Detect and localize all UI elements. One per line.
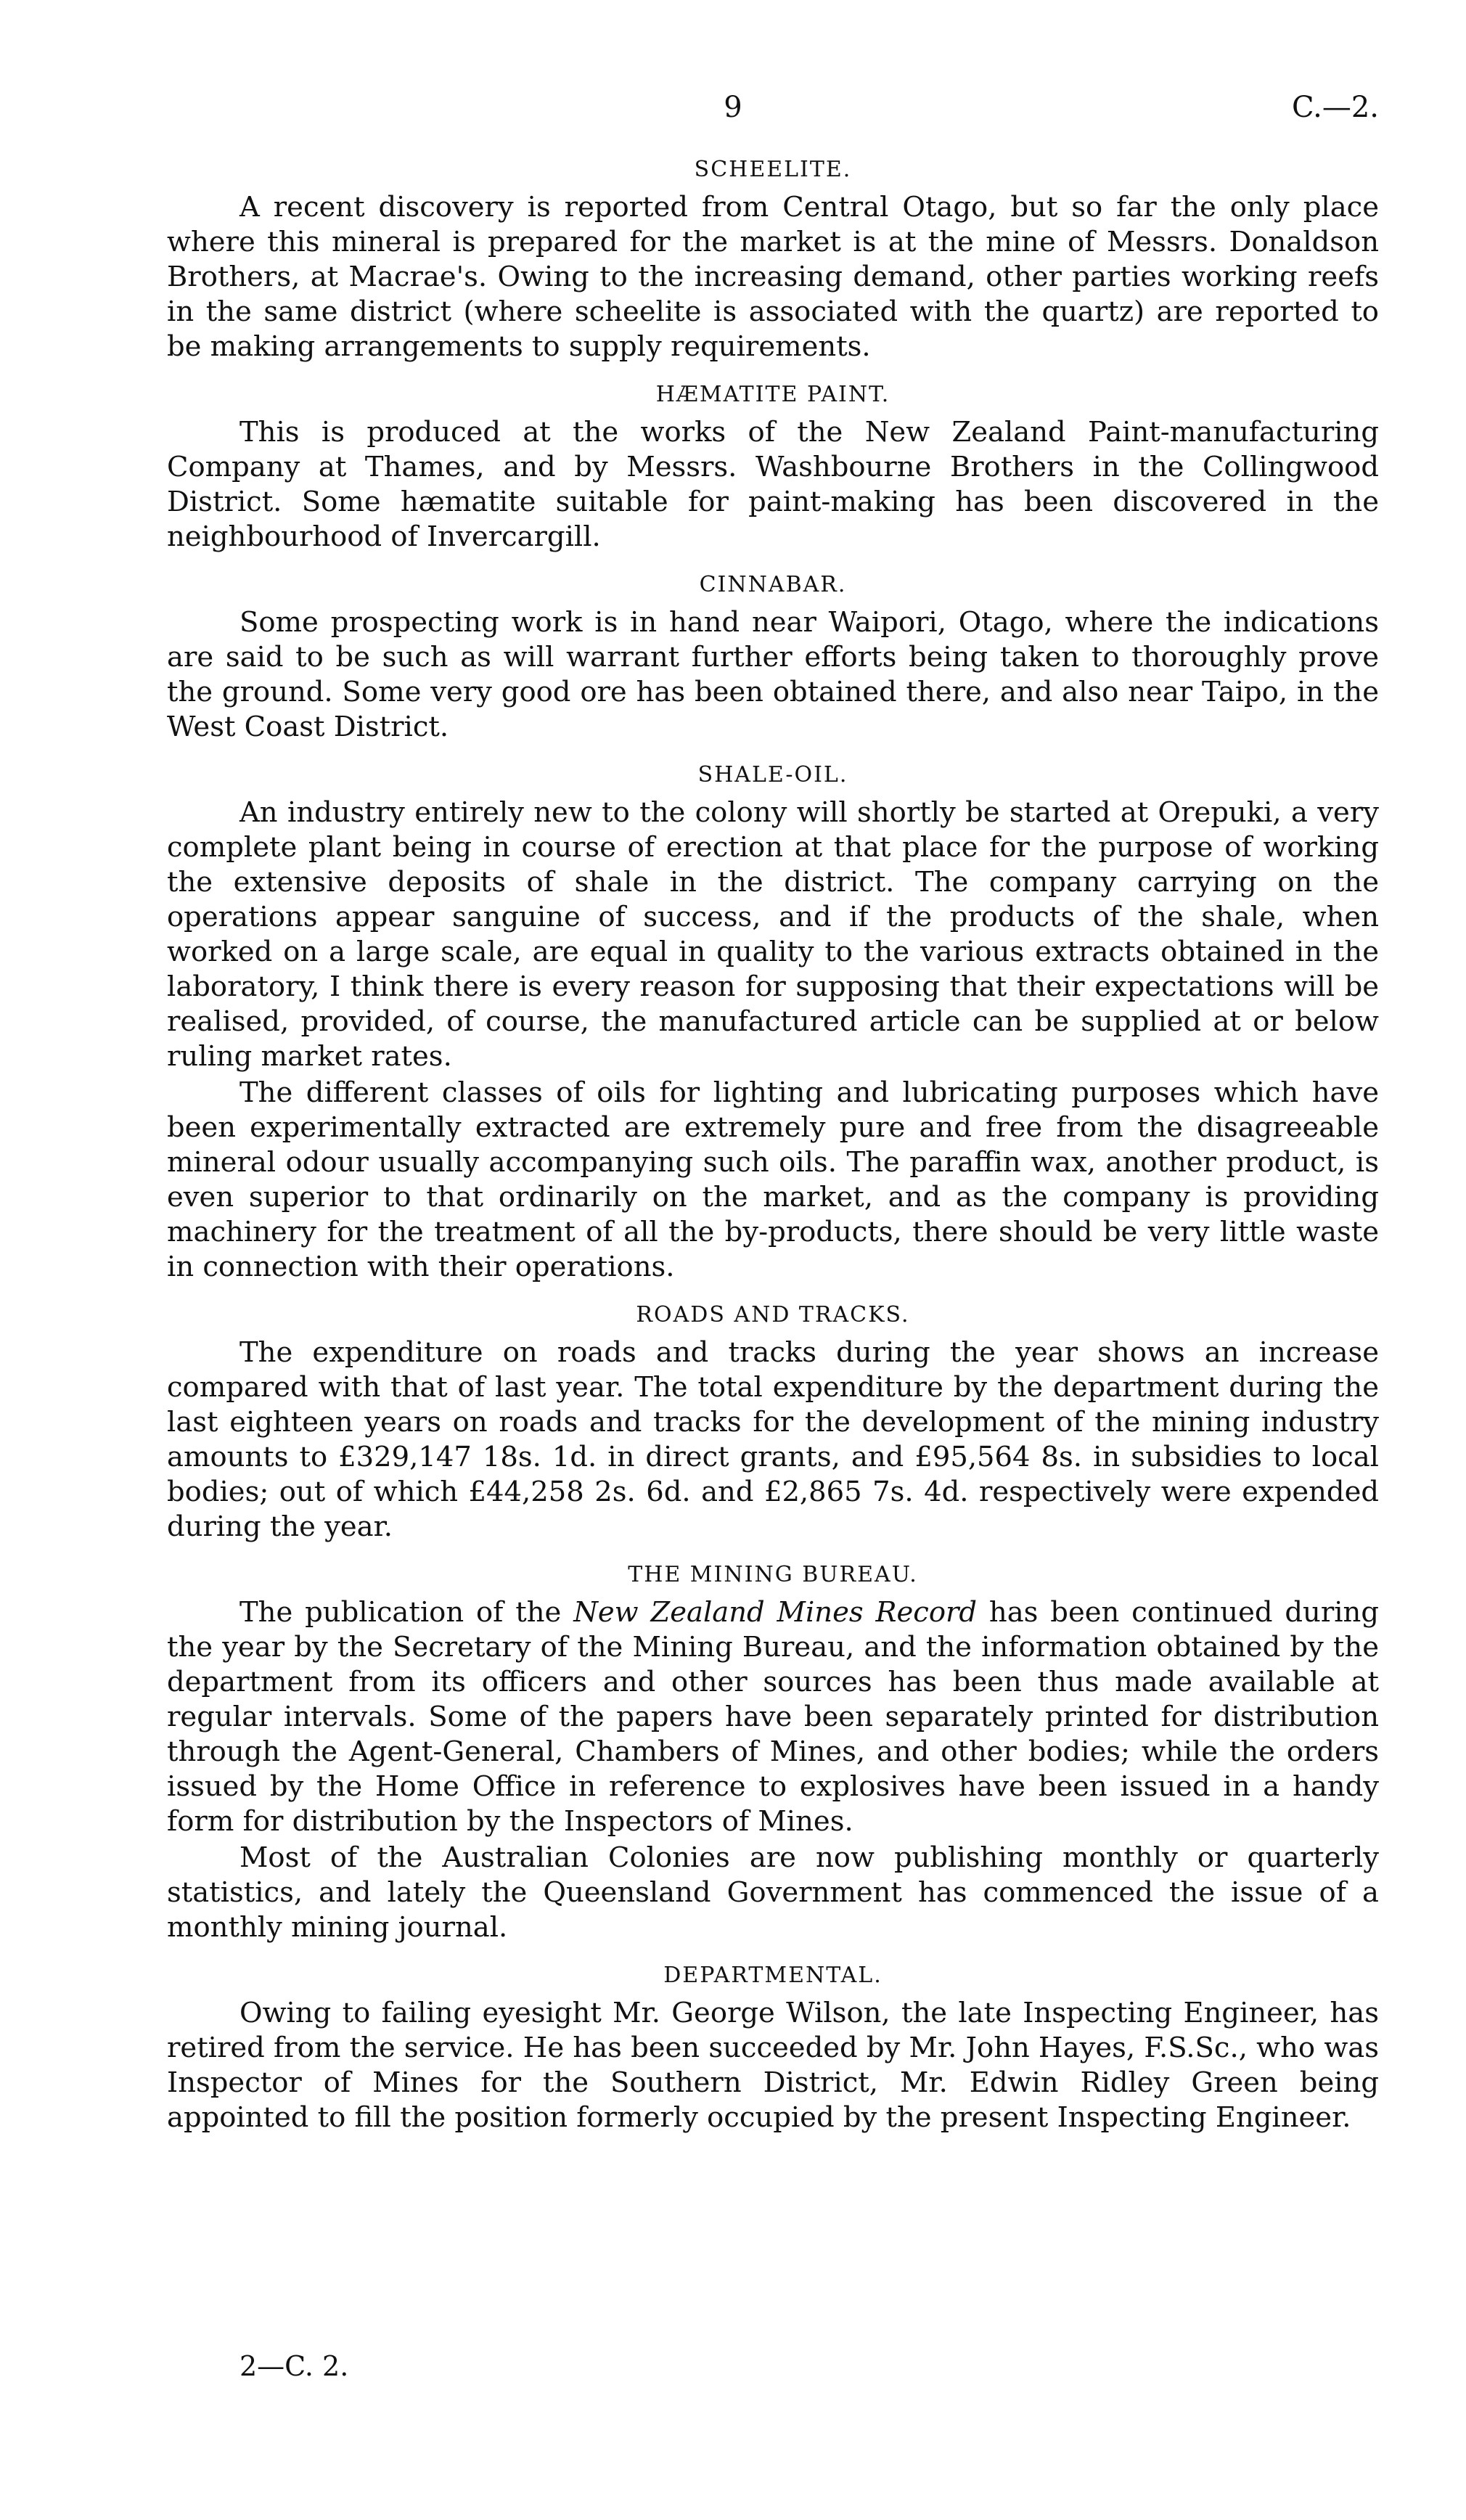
section-heading-haematite-paint: HÆMATITE PAINT. (655, 382, 890, 407)
departmental-paragraph: Owing to failing eyesight Mr. George Wilson, the late Inspecting Engineer, has retired from the service. He has been succeeded by Mr. John Hayes, F.S.Sc., who was Inspector of Mines for the Southern District, Mr. Edwin Ridley Green being appointed to fill the position formerly occupied by the present Inspecting Engineer. (167, 1997, 1380, 2134)
section-heading-roads-and-tracks: ROADS AND TRACKS. (636, 1302, 910, 1328)
shale-oil-paragraph-2: The different classes of oils for lighting and lubricating purposes which have been experimentally extracted are extremely pure and free from the disagreeable mineral odour usually accompanying such oils. The paraffin wax, another product, is even superior to that ordinarily on the market, and as the company is providing machinery for the treatment of all the by-products, there should be very little waste in connection with their operations. (167, 1076, 1379, 1283)
page-header (167, 86, 1379, 129)
section-heading-shale-oil: SHALE-OIL. (697, 762, 848, 788)
document-reference: C.—2. (1291, 91, 1379, 124)
section-heading-departmental: DEPARTMENTAL. (663, 1963, 883, 1988)
shale-oil-paragraph-1: An industry entirely new to the colony will shortly be started at Orepuki, a very complete plant being in course of erection at that place for the purpose of working the extensive deposits of shale in the district. The company carrying on the operations appear sanguine of success, and if the products of the shale, when worked on a large scale, are equal in quality to the various extracts obtained in the laboratory, I think there is every reason for supposing that their expectations will be realised, provided, of course, the manufactured article can be supplied at or below ruling market rates. (167, 796, 1379, 1073)
section-heading-mining-bureau: THE MINING BUREAU. (628, 1562, 918, 1587)
roads-and-tracks-paragraph: The expenditure on roads and tracks during the year shows an increase compared with that of last year. The total expenditure by the department during the last eighteen years on roads and tracks for the development of the mining industry amounts to £329,147 18s. 1d. in direct grants, and £95,564 8s. in subsidies to local bodies; out of which £44,258 2s. 6d. and £2,865 7s. 4d. respectively were expended during the year. (167, 1336, 1379, 1543)
mining-bureau-text-after: has been continued during the year by the Secretary of the Mining Bureau, and the information obtained by the department from its officers and other sources has been thus made available at regular intervals. Some of the papers have been separately printed for distribution through the Agent-General, Chambers of Mines, and other bodies; while the orders issued by the Home Office in reference to explosives have been issued in a handy form for distribution by the Inspectors of Mines. (167, 1596, 1379, 1838)
body-text (167, 154, 1379, 2135)
mines-record-title: New Zealand Mines Record (573, 1596, 978, 1629)
section-heading-cinnabar: CINNABAR. (699, 572, 847, 597)
mining-bureau-paragraph-1 (167, 1595, 1379, 1839)
mining-bureau-paragraph-2: Most of the Australian Colonies are now publishing monthly or quarterly statistics, and lately the Queensland Government has commenced the issue of a monthly mining journal. (167, 1841, 1379, 1944)
signature-reference: 2—C. 2. (239, 2350, 349, 2382)
mining-bureau-text-before: The publication of the (239, 1596, 574, 1629)
scheelite-paragraph: A recent discovery is reported from Central Otago, but so far the only place where this mineral is prepared for the market is at the mine of Messrs. Donaldson Brothers, at Macrae's. Owing to the increasing demand, other parties working reefs in the same district (where scheelite is associated with the quartz) are reported to be making arrangements to supply requirements. (167, 191, 1379, 363)
section-heading-scheelite: SCHEELITE. (694, 157, 852, 182)
haematite-paint-paragraph: This is produced at the works of the New Zealand Paint-manufacturing Company at Thames, and by Messrs. Washbourne Brothers in the Collingwood District. Some hæmatite suitable for paint-making has been discovered in the neighbourhood of Invercargill. (167, 416, 1379, 553)
page-number: 9 (724, 91, 742, 124)
cinnabar-paragraph: Some prospecting work is in hand near Waipori, Otago, where the indications are said to be such as will warrant further efforts being taken to thoroughly prove the ground. Some very good ore has been obtained there, and also near Taipo, in the West Coast District. (167, 606, 1379, 743)
